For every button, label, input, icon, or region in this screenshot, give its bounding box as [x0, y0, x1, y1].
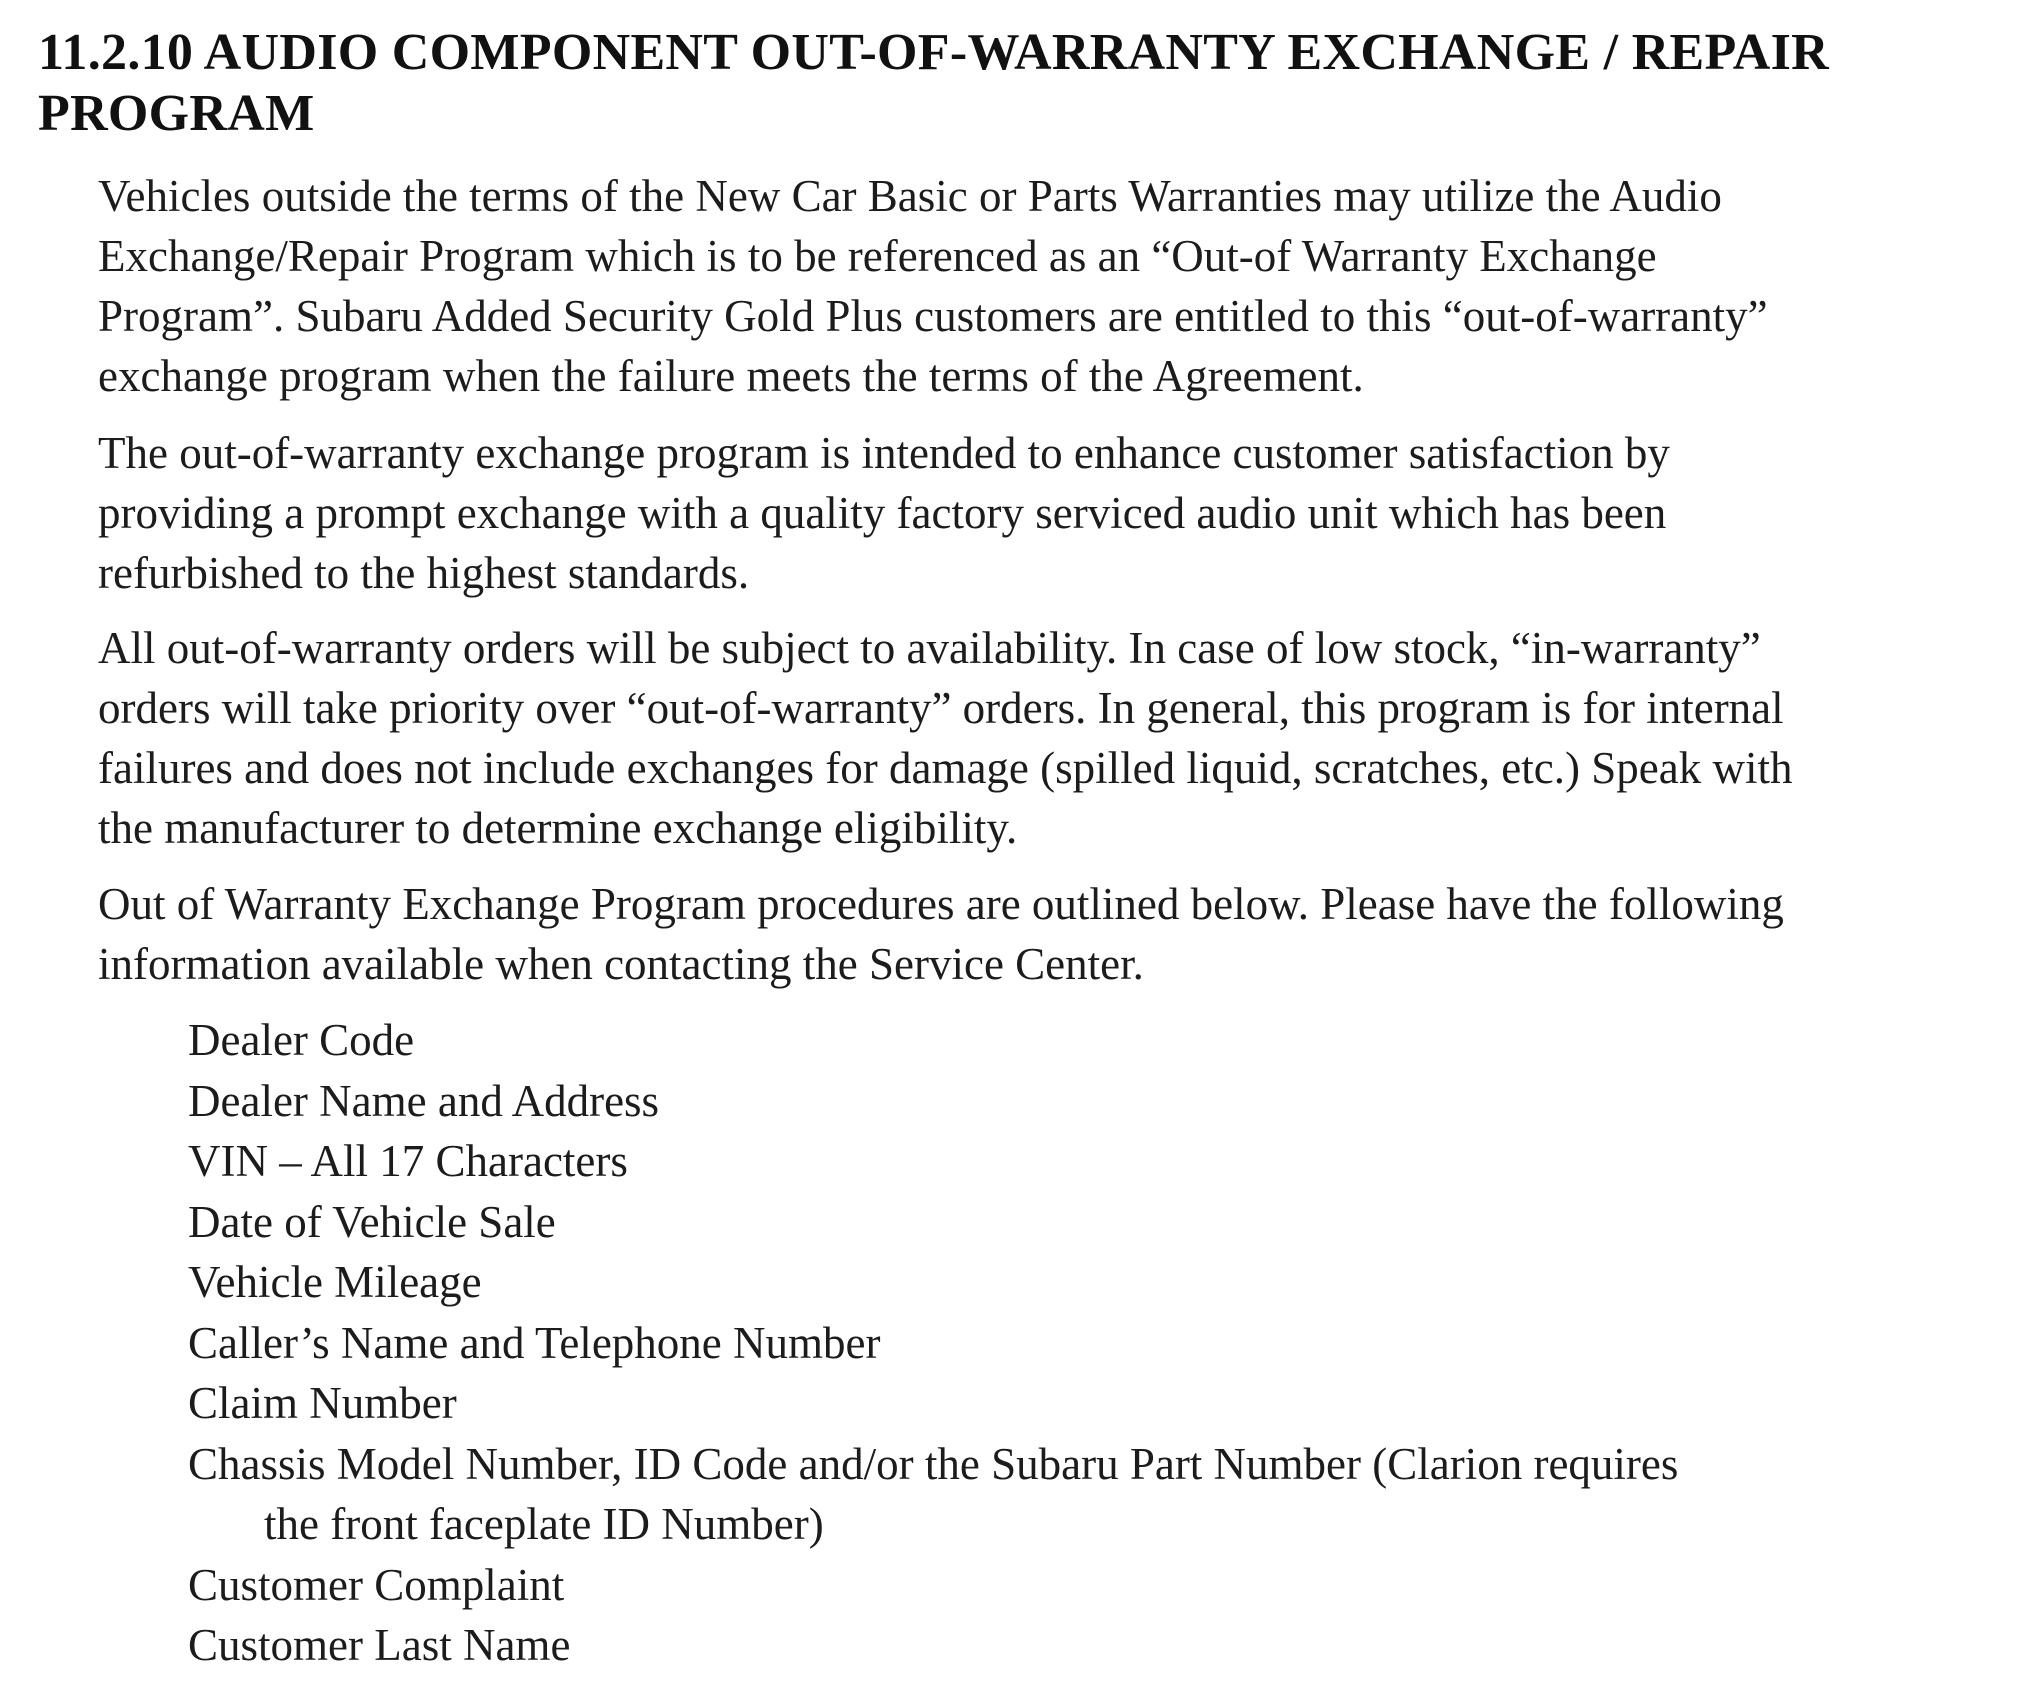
section-heading — [38, 22, 1998, 144]
section-heading-line-1: 11.2.10 AUDIO COMPONENT OUT-OF-WARRANTY EXCHANGE / REPAIR — [38, 24, 1829, 81]
paragraph-line: Out of Warranty Exchange Program procedures are outlined below. Please have the following — [98, 879, 1784, 929]
paragraph-line: providing a prompt exchange with a quality factory serviced audio unit which has been — [98, 488, 1667, 538]
paragraph-program-eligibility — [98, 166, 2008, 406]
list-item-text: Chassis Model Number, ID Code and/or the Subaru Part Number (Clarion requires — [188, 1438, 1679, 1489]
list-item-dealer-code: Dealer Code — [188, 1015, 415, 1065]
paragraph-line: Vehicles outside the terms of the New Car Basic or Parts Warranties may utilize the Audio — [98, 171, 1722, 221]
list-item-claim-number: Claim Number — [188, 1378, 457, 1428]
list-item-vin: VIN – All 17 Characters — [188, 1136, 628, 1186]
list-item-customer-complaint: Customer Complaint — [188, 1559, 565, 1610]
list-item-caller-name-phone: Caller’s Name and Telephone Number — [188, 1317, 881, 1368]
list-item-date-of-sale: Date of Vehicle Sale — [188, 1196, 556, 1247]
section-heading-line-2: PROGRAM — [38, 85, 315, 142]
required-information-list — [188, 1010, 1678, 1676]
paragraph-line: exchange program when the failure meets the terms of the Agreement. — [98, 351, 1364, 401]
list-item-vehicle-mileage: Vehicle Mileage — [188, 1257, 482, 1307]
paragraph-line: All out-of-warranty orders will be subject to availability. In case of low stock, “in-warranty” — [98, 623, 1761, 673]
list-item-customer-last-name: Customer Last Name — [188, 1620, 571, 1670]
list-item-chassis-model-number — [188, 1434, 1678, 1555]
paragraph-line: information available when contacting the Service Center. — [98, 939, 1144, 989]
paragraph-line: failures and does not include exchanges for damage (spilled liquid, scratches, etc.) Speak with — [98, 743, 1793, 793]
paragraph-line: the manufacturer to determine exchange eligibility. — [98, 803, 1018, 853]
paragraph-line: Exchange/Repair Program which is to be referenced as an “Out-of Warranty Exchange — [98, 231, 1657, 281]
list-item-dealer-name-address: Dealer Name and Address — [188, 1075, 660, 1126]
paragraph-availability — [98, 618, 2008, 858]
paragraph-line: The out-of-warranty exchange program is intended to enhance customer satisfaction by — [98, 428, 1670, 478]
paragraph-procedures-intro — [98, 874, 2008, 994]
paragraph-line: orders will take priority over “out-of-warranty” orders. In general, this program is for internal — [98, 683, 1784, 733]
paragraph-line: refurbished to the highest standards. — [98, 548, 750, 598]
paragraph-line: Program”. Subaru Added Security Gold Plus customers are entitled to this “out-of-warranty” — [98, 291, 1768, 341]
list-item-continuation: the front faceplate ID Number) — [264, 1499, 824, 1549]
paragraph-program-intent — [98, 423, 2008, 603]
